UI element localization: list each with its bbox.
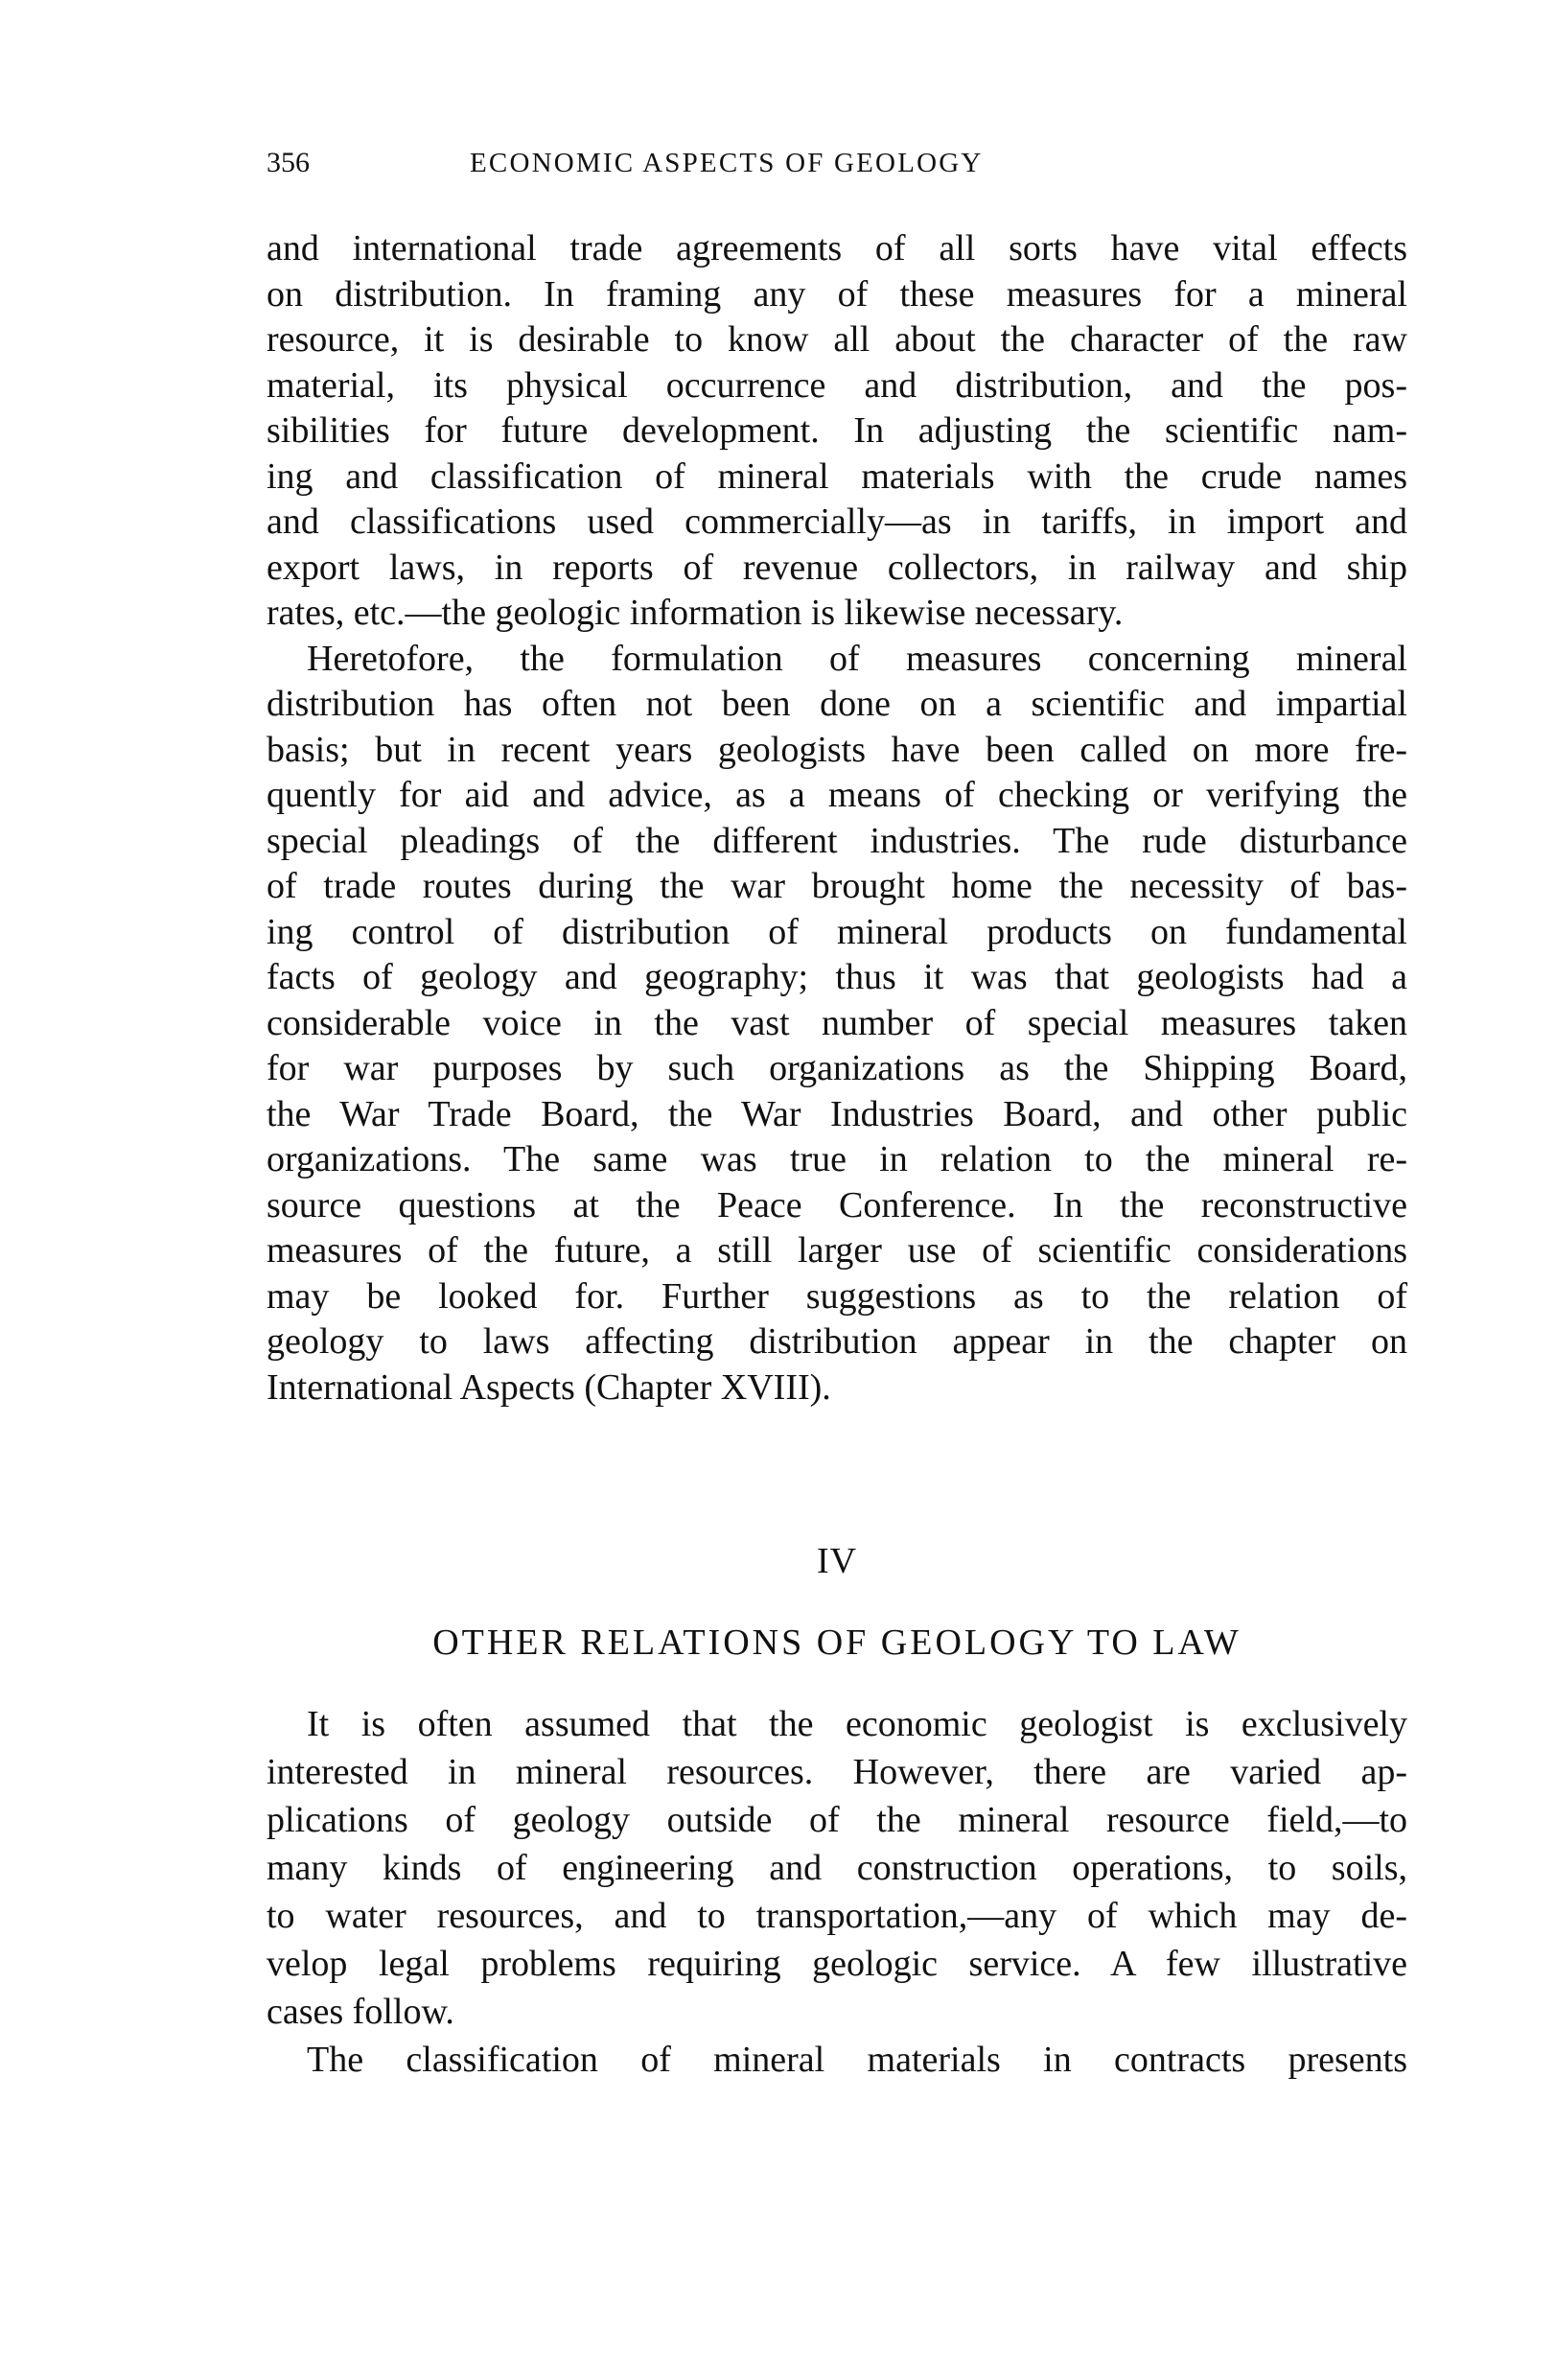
paragraph <box>267 1700 1407 2036</box>
paragraph <box>267 226 1407 637</box>
text-line: ing control of distribution of mineral products on fundamental <box>267 911 1407 952</box>
text-line: resource, it is desirable to know all about the character of the raw <box>267 319 1407 360</box>
text-line: International Aspects (Chapter XVIII). <box>267 1366 831 1408</box>
paragraph <box>267 637 1407 1412</box>
text-line: geology to laws affecting distribution appear in the chapter on <box>267 1321 1407 1362</box>
text-line: and international trade agreements of all sorts have vital effects <box>267 228 1407 268</box>
text-line: It is often assumed that the economic geologist is exclusively <box>307 1704 1407 1744</box>
body-text-before-section <box>267 226 1407 1411</box>
body-text-after-section <box>267 1700 1407 2084</box>
text-line: Heretofore, the formulation of measures concerning mineral <box>307 638 1407 679</box>
section-number: IV <box>816 1541 858 1581</box>
running-title: ECONOMIC ASPECTS OF GEOLOGY <box>470 148 984 178</box>
text-line: ing and classification of mineral materials with the crude names <box>267 455 1407 497</box>
text-line: may be looked for. Further suggestions as to the relation of <box>267 1275 1407 1317</box>
running-head <box>267 144 1407 182</box>
text-line: cases follow. <box>267 1992 454 2032</box>
text-line: facts of geology and geography; thus it was that geologists had a <box>267 957 1407 997</box>
text-line: and classifications used commercially—as in tariffs, in import and <box>267 502 1407 542</box>
text-line: quently for aid and advice, as a means of checking or verifying the <box>267 775 1407 815</box>
text-line: the War Trade Board, the War Industries Board, and other public <box>267 1093 1407 1134</box>
text-line: of trade routes during the war brought home the necessity of bas- <box>267 866 1407 906</box>
text-line: interested in mineral resources. However, there are varied ap- <box>267 1752 1407 1792</box>
text-line: distribution has often not been done on a scientific and impartial <box>267 684 1407 724</box>
text-line: many kinds of engineering and construction operations, to soils, <box>267 1848 1407 1888</box>
text-line: basis; but in recent years geologists have been called on more fre- <box>267 729 1407 770</box>
text-line: The classification of mineral materials in contracts presents <box>307 2040 1407 2080</box>
text-line: velop legal problems requiring geologic service. A few illustrative <box>267 1944 1407 1984</box>
text-line: source questions at the Peace Conference. In the reconstructive <box>267 1184 1407 1225</box>
text-line: plications of geology outside of the mineral resource field,—to <box>267 1800 1407 1840</box>
text-line: considerable voice in the vast number of special measures taken <box>267 1002 1407 1043</box>
text-line: sibilities for future development. In adjusting the scientific nam- <box>267 410 1407 451</box>
paragraph <box>267 2036 1407 2084</box>
page-number: 356 <box>267 147 310 178</box>
text-line: special pleadings of the different industries. The rude disturbance <box>267 820 1407 861</box>
text-line: to water resources, and to transportation,—any of which may de- <box>267 1896 1407 1936</box>
text-line: material, its physical occurrence and distribution, and the pos- <box>267 364 1407 406</box>
text-line: for war purposes by such organizations as the Shipping Board, <box>267 1048 1407 1088</box>
text-line: export laws, in reports of revenue collectors, in railway and ship <box>267 547 1407 588</box>
text-line: organizations. The same was true in relation to the mineral re- <box>267 1139 1407 1179</box>
text-line: measures of the future, a still larger use of scientific considerations <box>267 1230 1407 1271</box>
text-line: rates, etc.—the geologic information is likewise necessary. <box>267 593 1124 633</box>
section-heading: OTHER RELATIONS OF GEOLOGY TO LAW <box>432 1622 1242 1663</box>
text-line: on distribution. In framing any of these measures for a mineral <box>267 273 1407 315</box>
